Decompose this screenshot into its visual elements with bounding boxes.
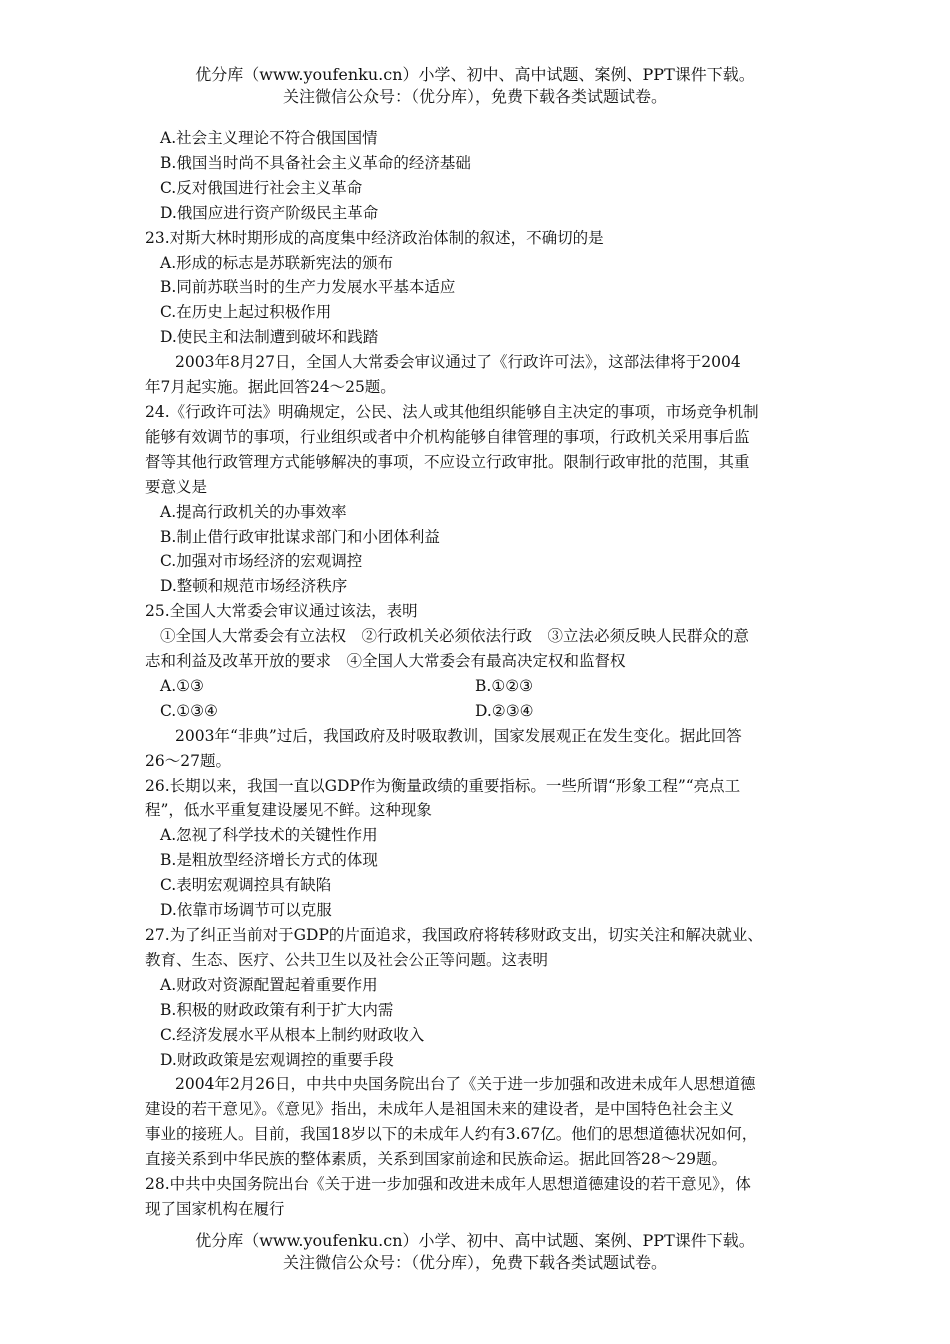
q22-option-c: C.反对俄国进行社会主义革命 (160, 178, 363, 197)
q25-option-d: D.②③④ (475, 701, 534, 720)
question-27 (145, 923, 810, 1072)
question-26 (145, 774, 810, 923)
q24-option-b: B.制止借行政审批谋求部门和小团体利益 (160, 527, 440, 546)
q24-stem-line-3: 督等其他行政管理方式能够解决的事项，不应设立行政审批。限制行政审批的范围，其重 (145, 452, 750, 471)
material-24-25-line-2: 年7月起实施。据此回答24～25题。 (145, 378, 396, 397)
q25-option-c: C.①③④ (160, 701, 218, 720)
q25-options-row-1 (145, 674, 810, 699)
q23-option-b: B.同前苏联当时的生产力发展水平基本适应 (160, 278, 456, 297)
q26-stem-line-1: 26.长期以来，我国一直以GDP作为衡量政绩的重要指标。一些所谓“形象工程”“亮点工 (145, 776, 741, 795)
q24-option-c: C.加强对市场经济的宏观调控 (160, 552, 363, 571)
header-line-2: 关注微信公众号：（优分库），免费下载各类试题试卷。 (282, 87, 667, 106)
material-28-29 (145, 1072, 810, 1172)
footer-line-1: 优分库（www.youfenku.cn）小学、初中、高中试题、案例、PPT课件下载。 (195, 1231, 755, 1250)
q26-stem-line-2: 程”，低水平重复建设屡见不鲜。这种现象 (145, 801, 432, 820)
q27-stem-line-2: 教育、生态、医疗、公共卫生以及社会公正等问题。这表明 (145, 950, 549, 969)
material-28-29-line-1: 2004年2月26日，中共中央国务院出台了《关于进一步加强和改进未成年人思想道德 (175, 1075, 756, 1094)
q28-stem-line-2: 现了国家机构在履行 (145, 1199, 285, 1218)
material-24-25 (145, 350, 810, 400)
material-28-29-line-3: 事业的接班人。目前，我国18岁以下的未成年人约有3.67亿。他们的思想道德状况如何， (145, 1125, 758, 1144)
q28-stem-line-1: 28.中共中央国务院出台《关于进一步加强和改进未成年人思想道德建设的若干意见》，体 (145, 1175, 751, 1194)
q26-option-c: C.表明宏观调控具有缺陷 (160, 876, 332, 895)
question-24 (145, 400, 810, 599)
q22-option-d: D.俄国应进行资产阶级民主革命 (160, 203, 379, 222)
material-26-27 (145, 724, 810, 774)
q26-option-b: B.是粗放型经济增长方式的体现 (160, 851, 378, 870)
q27-stem-line-1: 27.为了纠正当前对于GDP的片面追求，我国政府将转移财政支出，切实关注和解决就业、 (145, 926, 763, 944)
q25-statements-line-2: 志和利益及改革开放的要求 ④全国人大常委会有最高决定权和监督权 (145, 652, 626, 671)
q25-option-b: B.①②③ (475, 676, 534, 695)
question-22-options (145, 126, 810, 226)
q24-option-d: D.整顿和规范市场经济秩序 (160, 577, 348, 596)
q24-option-a: A.提高行政机关的办事效率 (160, 502, 347, 521)
q25-options-row-2 (145, 699, 810, 724)
question-25 (145, 599, 810, 724)
q22-option-a: A.社会主义理论不符合俄国国情 (160, 129, 378, 147)
q24-stem-line-4: 要意义是 (145, 477, 208, 496)
q24-stem-line-2: 能够有效调节的事项，行业组织或者中介机构能够自律管理的事项，行政机关采用事后监 (145, 427, 750, 446)
q26-option-a: A.忽视了科学技术的关键性作用 (160, 826, 378, 845)
q26-option-d: D.依靠市场调节可以克服 (160, 901, 332, 920)
q25-statements-line-1: ①全国人大常委会有立法权 ②行政机关必须依法行政 ③立法必须反映人民群众的意 (160, 627, 750, 646)
material-28-29-line-4: 直接关系到中华民族的整体素质，关系到国家前途和民族命运。据此回答28～29题。 (145, 1150, 727, 1169)
q27-option-d: D.财政政策是宏观调控的重要手段 (160, 1050, 394, 1069)
header-line-1: 优分库（www.youfenku.cn）小学、初中、高中试题、案例、PPT课件下载。 (195, 65, 755, 84)
q25-option-a: A.①③ (160, 676, 204, 695)
q23-stem: 23.对斯大林时期形成的高度集中经济政治体制的叙述，不确切的是 (145, 228, 604, 247)
document-body (145, 126, 810, 1222)
material-26-27-line-1: 2003年“非典”过后，我国政府及时吸取教训，国家发展观正在发生变化。据此回答 (175, 726, 742, 745)
q23-option-c: C.在历史上起过积极作用 (160, 303, 332, 322)
q27-option-b: B.积极的财政政策有利于扩大内需 (160, 1000, 394, 1019)
page-header (0, 64, 950, 108)
q24-stem-line-1: 24.《行政许可法》明确规定，公民、法人或其他组织能够自主决定的事项，市场竞争机制 (145, 402, 759, 421)
q27-option-c: C.经济发展水平从根本上制约财政收入 (160, 1025, 425, 1044)
q23-option-a: A.形成的标志是苏联新宪法的颁布 (160, 253, 394, 272)
q25-stem: 25.全国人大常委会审议通过该法，表明 (145, 602, 418, 621)
question-23 (145, 226, 810, 351)
question-28 (145, 1172, 810, 1222)
material-28-29-line-2: 建设的若干意见》。《意见》指出，未成年人是祖国未来的建设者，是中国特色社会主义 (145, 1100, 735, 1119)
q27-option-a: A.财政对资源配置起着重要作用 (160, 975, 378, 994)
q23-option-d: D.使民主和法制遭到破坏和践踏 (160, 328, 379, 347)
material-26-27-line-2: 26～27题。 (145, 751, 231, 770)
footer-line-2: 关注微信公众号：（优分库），免费下载各类试题试卷。 (282, 1253, 667, 1272)
q22-option-b: B.俄国当时尚不具备社会主义革命的经济基础 (160, 153, 471, 172)
page-footer (0, 1230, 950, 1274)
material-24-25-line-1: 2003年8月27日，全国人大常委会审议通过了《行政许可法》，这部法律将于2004 (175, 353, 741, 372)
